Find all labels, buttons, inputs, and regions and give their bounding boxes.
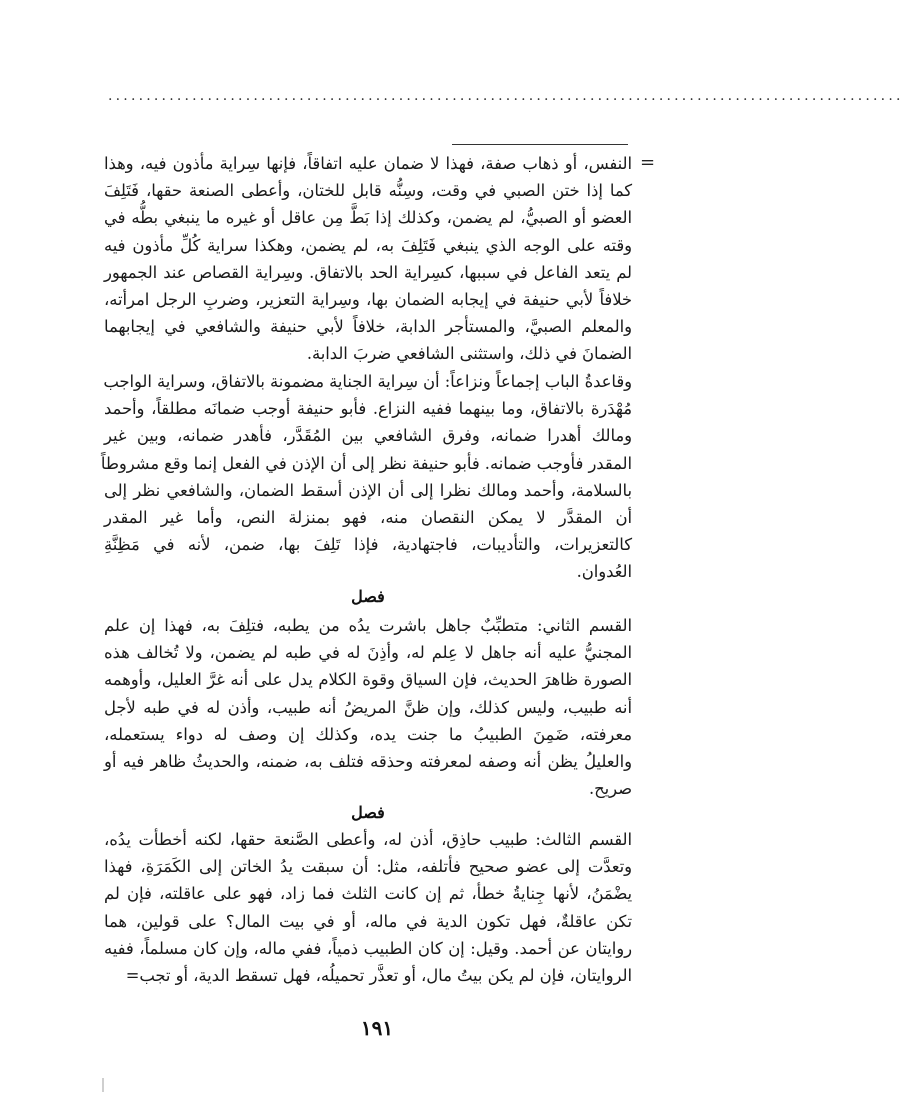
continuation-mark: =	[640, 152, 656, 173]
text-line: يضْمَنُ، لأنها جِنايةُ خطأ، ثم إن كانت الثلث فما زاد، فهو على عاقلته، فإن لم	[104, 884, 632, 904]
rule-paragraph	[100, 368, 632, 586]
text-line: المجنيُّ عليه أنه جاهل لا عِلم له، وأذِنَ له في طبه لم يضمن، ولا تُخالف هذه	[104, 643, 632, 663]
section-heading: فصل	[351, 587, 385, 606]
section-heading: فصل	[351, 803, 385, 822]
text-line: العضو أو الصبيُّ، لم يضمن، وكذلك إذا بَطَّ مِن عاقل أو غيره ما ينبغي بطُّه في	[104, 208, 632, 228]
text-line: وقته على الوجه الذي ينبغي فَتَلِفَ به، لم يضمن، وهكذا سراية كُلِّ مأذون فيه	[104, 235, 632, 255]
text-line: معرفته، ضَمِنَ الطبيبُ ما جنت يده، وكذلك إن وصف له دواء يستعمله،	[104, 724, 632, 744]
scan-mark	[102, 1078, 104, 1092]
text-line: الضمانَ في ذلك، واستثنى الشافعي ضربَ الدابة.	[306, 344, 632, 364]
section-two-paragraph	[104, 612, 632, 802]
section-three-paragraph	[104, 826, 632, 989]
text-line: مُهْدَرة بالاتفاق، وما بينهما ففيه النزاع. فأبو حنيفة أوجب ضمانَه مطلقاً، وأحمد	[104, 399, 632, 419]
text-line: والمعلم الصبيَّ، والمستأجر الدابة، خلافاً لأبي حنيفة والشافعي في إيجابهما	[104, 317, 632, 337]
text-line: كما إذا ختن الصبي في وقت، وسِنُّه قابل للختان، وأعطى الصنعة حقها، فَتَلِفَ	[104, 181, 632, 201]
text-line: بالسلامة، وأحمد ومالك نظرا إلى أن الإذن أسقط الضمان، والشافعي نظر إلى	[104, 480, 632, 500]
text-line: القسم الثاني: متطبِّبٌ جاهل باشرت يدُه من يطبه، فتلِفَ به، فهذا إن علم	[104, 616, 632, 635]
text-line: روايتان عن أحمد. وقيل: إن كان الطبيب ذمياً، ففي ماله، وإن كان مسلماً، ففيه	[104, 938, 632, 958]
page-number: ١٩١	[360, 1016, 394, 1040]
footnote-paragraph	[104, 150, 632, 368]
text-line: أن المقدَّر لا يمكن النقصان منه، فهو بمنزلة النص، وأما غير المقدر	[104, 508, 632, 528]
text-line: المقدر فأوجب ضمانه. فأبو حنيفة نظر إلى أن الإذن في الفعل إنما وقع مشروطاً	[100, 453, 632, 473]
text-line: لم يتعد الفاعل في سببها، كسِراية الحد بالاتفاق. وسِراية القصاص عند الجمهور	[104, 262, 632, 282]
text-line: صريح.	[588, 779, 632, 799]
text-line: أنه طبيب، وليس كذلك، وإن ظنَّ المريضُ أنه طبيب، وأذن له في طبه لأجل	[104, 697, 632, 717]
footnote-rule	[452, 144, 628, 145]
text-line: تكن عاقلةٌ، فهل تكون الدية في ماله، أو في بيت المال؟ على قولين، هما	[104, 911, 632, 931]
text-line: النفس، أو ذهاب صفة، فهذا لا ضمان عليه اتفاقاً، فإنها سِراية مأذون فيه، وهذا	[104, 154, 632, 173]
text-line: وقاعدةُ الباب إجماعاً ونزاعاً: أن سِراية الجناية مضمونة بالاتفاق، وسراية الواجب	[103, 372, 632, 391]
text-line: خلافاً لأبي حنيفة في إيجابه الضمان بها، وسِراية التعزير، وضربِ الرجل امرأته،	[104, 290, 632, 310]
separator-dots: ........................................................................................................	[108, 88, 904, 104]
text-line: وتعدَّت إلى عضو صحيح فأتلفه، مثل: أن سبقت يدُ الخاتن إلى الكَمَرَةِ، فهذا	[104, 857, 632, 877]
text-line: الروايتان، فإن لم يكن بيتُ مال، أو تعذَّر تحميلُه، فهل تسقط الدية، أو تجب=	[125, 966, 632, 986]
text-line: القسم الثالث: طبيب حاذِق، أذن له، وأعطى الصَّنعة حقها، لكنه أخطأت يدُه،	[104, 830, 632, 849]
text-line: الصورة ظاهرَ الحديث، فإن السياق وقوة الكلام يدل على أنه غرَّ العليل، وأوهمه	[104, 670, 632, 690]
text-line: العُدوان.	[576, 562, 632, 582]
text-line: والعليلُ يظن أنه وصفه لمعرفته وحذقه فتلف به، ضمنه، والحديثُ ظاهر فيه أو	[104, 752, 632, 772]
text-line: كالتعزيرات، والتأديبات، فاجتهادية، فإذا تَلِفَ بها، ضمن، لأنه في مَظِنَّةِ	[104, 535, 632, 555]
text-line: ومالك أهدرا ضمانه، وفرق الشافعي بين المُقَدَّر، فأهدر ضمانه، وبين غير	[104, 426, 632, 446]
